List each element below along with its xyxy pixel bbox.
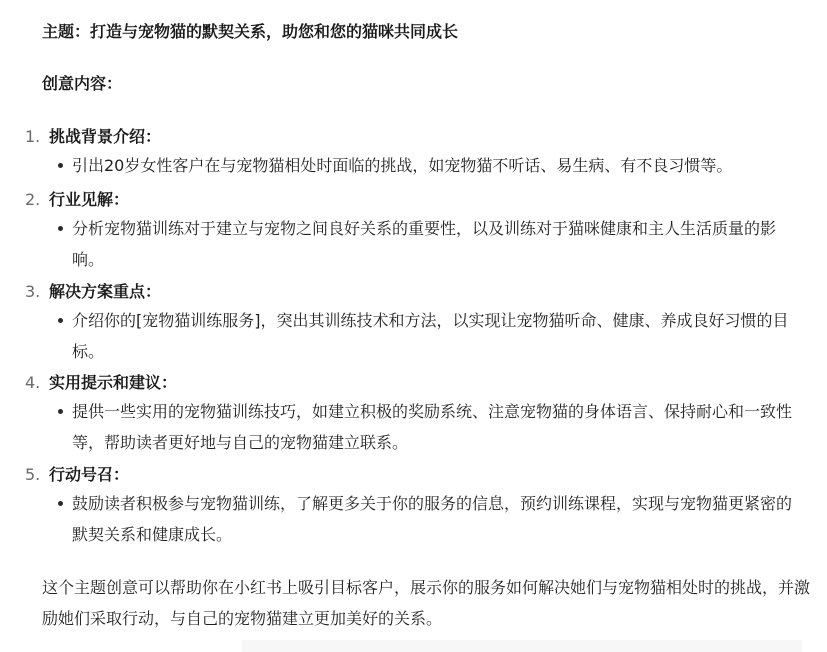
conclusion-paragraph: 这个主题创意可以帮助你在小红书上吸引目标客户，展示你的服务如何解决她们与宠物猫相处时的挑战，并激励她们采取行动，与自己的宠物猫建立更加美好的关系。 [42,578,811,628]
list-item-number: 1. [25,127,41,146]
list-item-number: 2. [25,190,41,209]
list-item-bullet: 介绍你的[宠物猫训练服务]，突出其训练技术和方法，以实现让宠物猫听命、健康、养成良好习惯的目标。 [72,311,789,361]
theme-heading: 主题：打造与宠物猫的默契关系，助您和您的猫咪共同成长 [42,22,459,41]
bullet-icon [58,163,63,168]
list-item-bullet: 鼓励读者积极参与宠物猫训练，了解更多关于你的服务的信息，预约训练课程，实现与宠物猫更紧密的默契关系和健康成长。 [72,494,793,544]
list-item-number: 3. [25,282,41,301]
list-item-bullet: 提供一些实用的宠物猫训练技巧，如建立积极的奖励系统、注意宠物猫的身体语言、保持耐心和一致性等，帮助读者更好地与自己的宠物猫建立联系。 [72,402,793,452]
list-item-title: 解决方案重点： [49,282,162,301]
list-item-number: 4. [25,373,41,392]
bullet-icon [58,226,63,231]
bullet-icon [58,501,63,506]
bullet-icon [58,409,63,414]
list-item-bullet: 分析宠物猫训练对于建立与宠物之间良好关系的重要性，以及训练对于猫咪健康和主人生活质量的影响。 [72,219,777,269]
next-block-edge [242,640,802,652]
bullet-icon [58,318,63,323]
list-item-title: 挑战背景介绍： [49,127,162,146]
list-item-title: 行动号召： [49,465,130,484]
list-item-number: 5. [25,465,41,484]
list-item-bullet: 引出20岁女性客户在与宠物猫相处时面临的挑战，如宠物猫不听话、易生病、有不良习惯等。 [72,156,733,175]
list-item-title: 实用提示和建议： [49,373,178,392]
list-item-title: 行业见解： [49,190,130,209]
creative-content-heading: 创意内容： [42,74,123,93]
